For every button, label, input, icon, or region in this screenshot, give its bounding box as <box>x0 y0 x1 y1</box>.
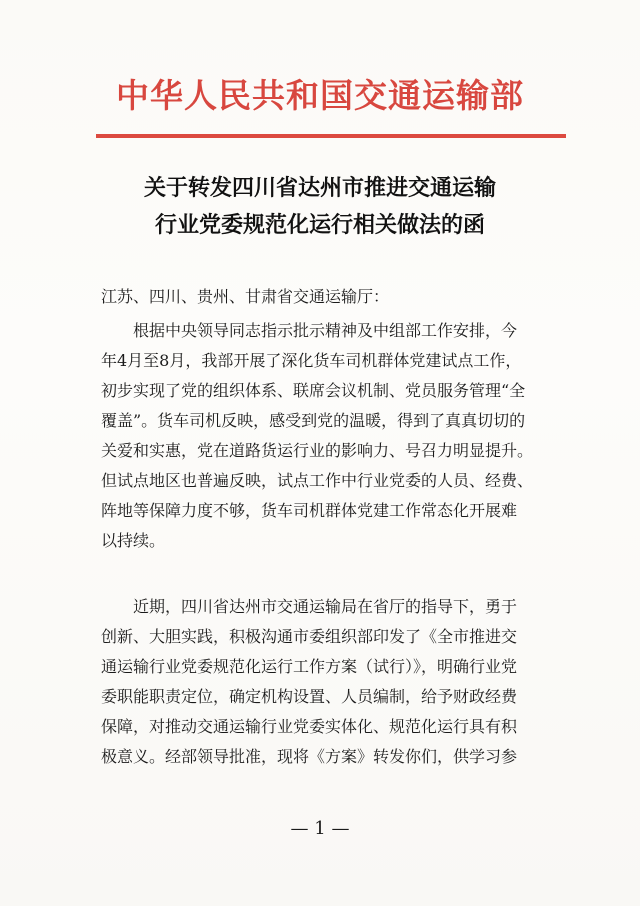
addressee: 江苏、四川、贵州、甘肃省交通运输厅： <box>101 287 390 306</box>
paragraph-line: 通运输行业党委规范化运行工作方案（试行）》，明确行业党 <box>101 657 518 676</box>
paragraph-line: 关爱和实惠，党在道路货运行业的影响力、号召力明显提升。 <box>101 441 534 460</box>
letterhead-red-rule <box>96 134 566 138</box>
paragraph-line: 根据中央领导同志指示批示精神及中组部工作安排，今 <box>133 321 518 340</box>
paragraph-line: 阵地等保障力度不够，货车司机群体党建工作常态化开展难 <box>101 501 518 520</box>
paragraph-line: 保障，对推动交通运输行业党委实体化、规范化运行具有积 <box>101 717 518 736</box>
paragraph-2 <box>101 592 561 772</box>
paragraph-line: 近期，四川省达州市交通运输局在省厅的指导下，勇于 <box>133 597 518 616</box>
paragraph-line: 以持续。 <box>101 531 166 550</box>
page-number: — 1 — <box>290 818 350 839</box>
document-title <box>0 170 640 244</box>
paragraph-1 <box>101 316 561 556</box>
paragraph-line: 委职能职责定位，确定机构设置、人员编制，给予财政经费 <box>101 687 518 706</box>
paragraph-line: 覆盖”。货车司机反映，感受到党的温暖，得到了真真切切的 <box>101 411 526 430</box>
paragraph-line: 极意义。经部领导批准，现将《方案》转发你们，供学习参 <box>101 747 518 766</box>
paragraph-line: 但试点地区也普遍反映，试点工作中行业党委的人员、经费、 <box>101 471 534 490</box>
title-line-2: 行业党委规范化运行相关做法的函 <box>154 212 485 238</box>
paragraph-line: 年4月至8月，我部开展了深化货车司机群体党建试点工作， <box>101 351 522 370</box>
letterhead-org-name: 中华人民共和国交通运输部 <box>116 76 524 115</box>
paragraph-line: 初步实现了党的组织体系、联席会议机制、党员服务管理“全 <box>101 381 526 400</box>
paragraph-line: 创新、大胆实践，积极沟通市委组织部印发了《全市推进交 <box>101 627 518 646</box>
title-line-1: 关于转发四川省达州市推进交通运输 <box>143 175 496 201</box>
